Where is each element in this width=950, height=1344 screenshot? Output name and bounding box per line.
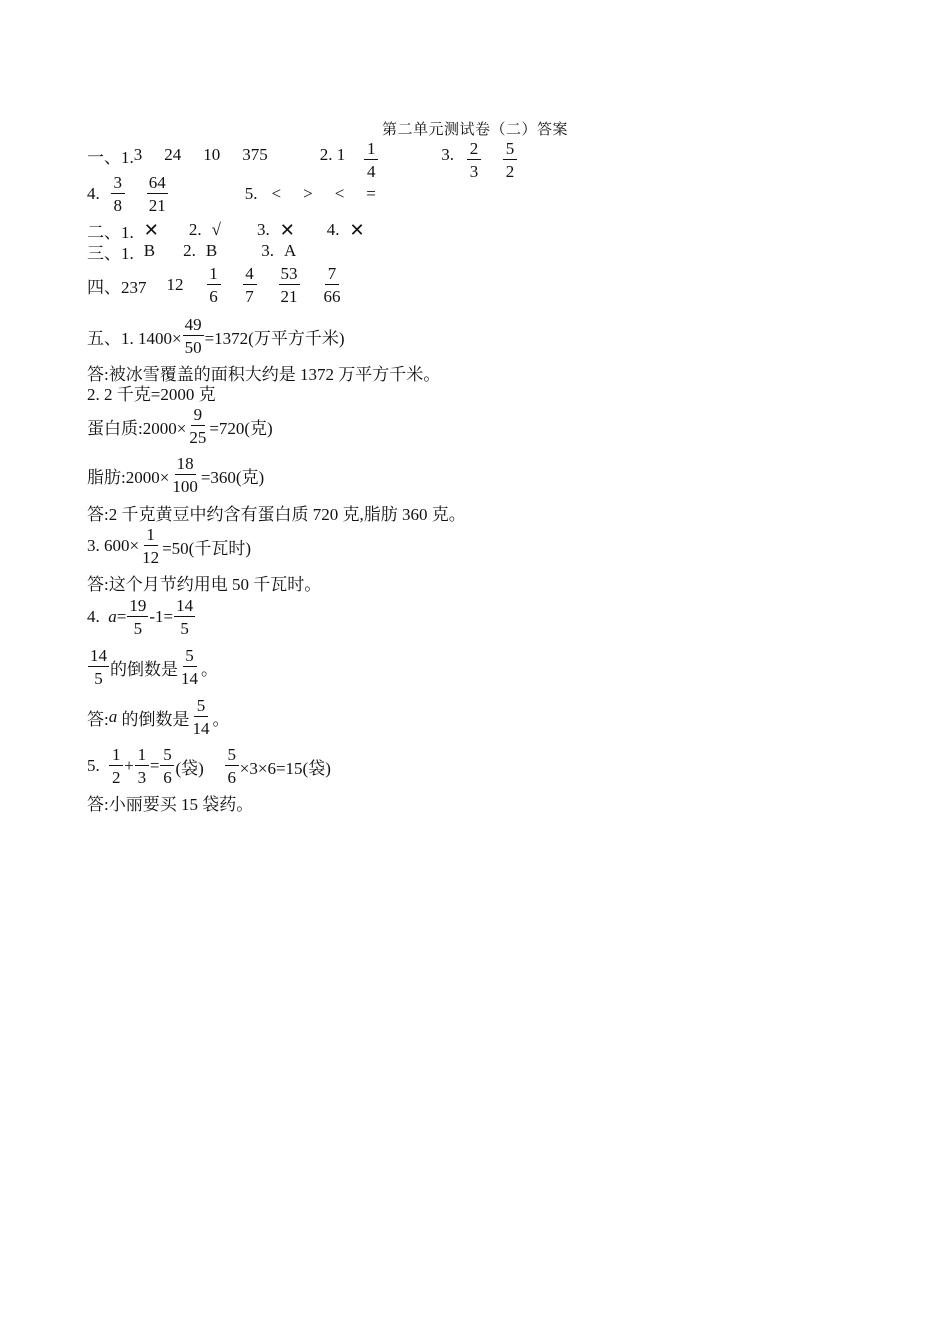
fraction — [127, 597, 148, 637]
s1-q3-fraction-clip — [466, 139, 482, 181]
fraction-denominator: 66 — [323, 287, 341, 306]
fraction-numerator: 3 — [111, 174, 125, 194]
s5-p2-protein-post: =720(克) — [209, 418, 273, 438]
fraction-numerator: 4 — [243, 265, 257, 285]
fraction-numerator: 5 — [225, 746, 239, 766]
s5-p2-fat — [87, 453, 264, 497]
fraction-denominator: 8 — [113, 196, 122, 215]
s3-answer: B — [205, 241, 218, 260]
fraction — [160, 746, 174, 786]
fraction-denominator: 2 — [505, 162, 515, 181]
s5-p4-reciprocal-text: 的倒数是 — [110, 659, 178, 679]
s1-q1-value: 3 — [133, 145, 143, 164]
s5-p4-pre: 4. — [87, 607, 109, 626]
s5-p5-post: ×3×6=15(袋) — [239, 758, 331, 778]
s1-q1-value: 24 — [164, 145, 182, 164]
s1-q2-label: 2. 1 — [319, 145, 346, 164]
s5-p5-plus: + — [124, 756, 134, 775]
s5-p4-answer — [87, 695, 229, 739]
s1-q5-label: 5. — [244, 184, 258, 203]
section-2-prefix: 二、1. — [87, 222, 134, 242]
s5-p5-unit: (袋) — [175, 758, 204, 778]
s5-p5-answer — [87, 792, 253, 812]
fraction-denominator: 50 — [184, 338, 202, 357]
fraction-numerator: 53 — [280, 264, 298, 283]
s1-q2-fraction-clip — [363, 139, 379, 181]
fraction-denominator: 2 — [112, 768, 121, 787]
fraction — [183, 316, 204, 356]
fraction — [140, 526, 161, 566]
fraction-denominator: 25 — [189, 428, 207, 447]
fraction — [147, 174, 168, 214]
s3-answer: B — [143, 241, 156, 260]
fraction-denominator: 14 — [181, 669, 198, 688]
s5-p2-protein — [87, 404, 273, 448]
fraction-denominator: 21 — [280, 287, 298, 306]
fraction-denominator: 3 — [469, 162, 479, 181]
s5-p4-variable: a — [108, 607, 117, 626]
s5-p5-equation — [87, 744, 331, 788]
s5-p2-fat-pre: 脂肪:2000× — [87, 467, 170, 487]
section-4-line — [87, 263, 344, 307]
s2-q4-label: 4. — [326, 220, 340, 239]
s5-p3-pre: 3. 600× — [87, 536, 140, 555]
fraction-denominator: 6 — [227, 768, 237, 787]
fraction-numerator: 5 — [194, 697, 208, 717]
fraction — [467, 140, 481, 180]
s5-p2-answer — [87, 502, 466, 522]
fraction-denominator: 5 — [180, 619, 189, 638]
s5-p5-pre: 5. — [87, 756, 109, 775]
fraction-numerator: 9 — [191, 406, 205, 426]
wrong-mark-icon: ✕ — [143, 219, 159, 241]
s5-p1-post: =1372(万平方千米) — [204, 328, 345, 348]
fraction — [279, 265, 300, 305]
fraction — [109, 746, 123, 786]
s3-q2-label: 2. — [183, 241, 196, 260]
s5-p2-answer-text: 答:2 千克黄豆中约含有蛋白质 720 克,脂肪 360 克。 — [87, 504, 466, 524]
s1-q5-sign: > — [303, 184, 313, 203]
fraction-denominator: 5 — [94, 669, 103, 688]
s5-p4-answer-variable: a — [108, 707, 118, 726]
fraction — [187, 406, 208, 446]
section-1-line-2 — [87, 172, 376, 216]
s5-p4-reciprocal — [87, 645, 218, 689]
s5-p3-answer — [87, 572, 321, 592]
check-mark-icon: √ — [211, 220, 221, 239]
fraction — [88, 647, 109, 687]
wrong-mark-icon: ✕ — [349, 219, 365, 241]
s5-p3-post: =50(千瓦时) — [162, 538, 252, 558]
s2-q2-label: 2. — [188, 220, 202, 239]
s3-answer: A — [283, 241, 297, 260]
fraction-numerator: 1 — [135, 746, 149, 766]
section-1-line-1 — [87, 135, 518, 181]
s1-q5-sign: < — [334, 184, 345, 203]
s5-p2-fat-post: =360(克) — [200, 467, 265, 487]
s5-p4-equals: = — [116, 607, 127, 626]
s5-p4-equation — [87, 595, 196, 639]
s5-p2-line1-text: 2. 2 千克=2000 克 — [87, 384, 216, 404]
fraction — [170, 455, 200, 495]
section-4-prefix: 四、237 — [87, 277, 147, 297]
fraction-numerator: 1 — [144, 526, 158, 546]
s1-q3-fraction-clip — [502, 139, 518, 181]
s5-p4-period: 。 — [201, 659, 218, 679]
fraction — [503, 140, 517, 180]
fraction-numerator: 19 — [129, 596, 147, 615]
s1-q5-sign: = — [366, 184, 376, 203]
fraction-numerator: 1 — [207, 265, 221, 285]
s5-p5-answer-text: 答:小丽要买 15 袋药。 — [87, 794, 254, 814]
fraction-denominator: 100 — [172, 477, 198, 496]
s5-p2-protein-pre: 蛋白质:2000× — [87, 418, 187, 438]
fraction — [225, 746, 239, 786]
s5-p1-pre: 五、1. 1400× — [87, 328, 182, 348]
s4-value: 12 — [166, 275, 184, 294]
s2-q3-label: 3. — [256, 220, 270, 239]
fraction-numerator: 1 — [364, 140, 378, 160]
fraction-numerator: 5 — [183, 647, 197, 667]
fraction-numerator: 18 — [176, 454, 194, 473]
s1-q1-value: 375 — [242, 145, 268, 164]
fraction-numerator: 5 — [503, 140, 517, 160]
s5-p1-answer-text: 答:被冰雪覆盖的面积大约是 1372 万平方千米。 — [87, 364, 441, 384]
fraction-numerator: 7 — [325, 265, 339, 285]
fraction — [174, 597, 195, 637]
fraction-denominator: 5 — [133, 619, 143, 638]
fraction — [190, 697, 211, 737]
fraction-denominator: 14 — [192, 719, 210, 738]
s5-p5-equals: = — [149, 756, 160, 775]
fraction — [179, 647, 200, 687]
fraction-numerator: 49 — [184, 315, 202, 334]
wrong-mark-icon: ✕ — [279, 219, 295, 241]
section-3-line — [87, 240, 296, 262]
page-title: 第二单元测试卷（二）答案 — [381, 122, 568, 138]
s5-p4-answer-prefix: 答: — [87, 709, 109, 729]
s5-p4-mid: -1= — [149, 607, 174, 626]
s1-q3-label: 3. — [441, 145, 454, 164]
section-3-prefix: 三、1. — [87, 243, 134, 263]
fraction — [135, 746, 149, 786]
fraction-denominator: 6 — [209, 287, 218, 306]
fraction-numerator: 14 — [176, 596, 194, 615]
fraction — [243, 265, 257, 305]
fraction-denominator: 12 — [142, 548, 160, 567]
fraction-denominator: 21 — [148, 196, 166, 215]
s1-q1-value: 10 — [203, 145, 221, 164]
s1-q4-label: 4. — [87, 184, 100, 203]
s5-p4-answer-period: 。 — [212, 709, 230, 729]
s1-q5-sign: < — [271, 184, 282, 203]
s5-p4-answer-text: 的倒数是 — [117, 709, 190, 729]
s5-p2-line-1 — [87, 382, 216, 402]
fraction — [322, 265, 343, 305]
fraction-numerator: 5 — [160, 746, 174, 766]
section-1-prefix: 一、1. — [87, 147, 134, 167]
s5-p1-equation — [87, 314, 345, 358]
fraction-numerator: 14 — [90, 646, 107, 665]
fraction-denominator: 6 — [163, 768, 172, 787]
s5-p3-equation — [87, 524, 251, 568]
s3-q3-label: 3. — [261, 241, 274, 260]
s5-p3-answer-text: 答:这个月节约用电 50 千瓦时。 — [87, 574, 322, 594]
fraction-numerator: 2 — [467, 140, 481, 160]
fraction-denominator: 3 — [137, 768, 147, 787]
fraction-denominator: 4 — [367, 162, 376, 181]
fraction-denominator: 7 — [245, 287, 254, 306]
fraction-numerator: 1 — [109, 746, 123, 766]
fraction — [207, 265, 221, 305]
fraction-numerator: 64 — [148, 173, 166, 192]
fraction — [111, 174, 125, 214]
